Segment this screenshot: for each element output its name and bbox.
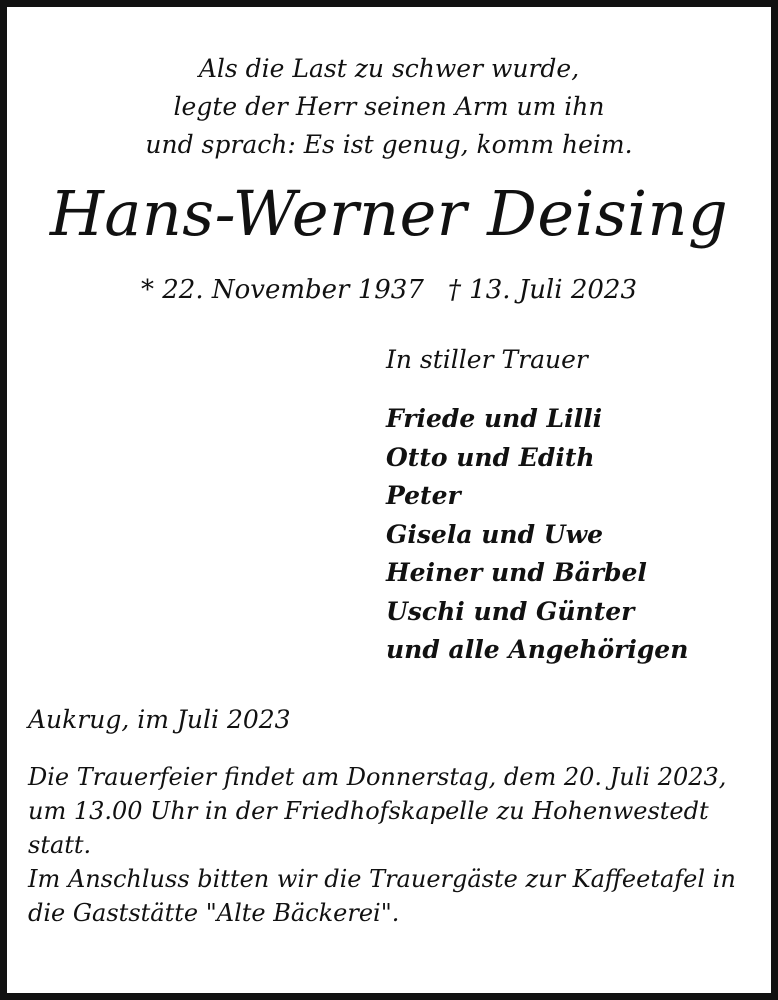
mourner-entry: Gisela und Uwe — [386, 519, 603, 549]
service-paragraph: Die Trauerfeier findet am Donnerstag, dem 20. Juli 2023, um 13.00 Uhr in der Friedhofskapelle zu Hohenwestedt statt. — [28, 763, 727, 859]
verse-line: und sprach: Es ist genug, komm heim. — [145, 130, 633, 159]
mourner-entry: Otto und Edith — [386, 442, 595, 472]
mourner-entry: Friede und Lilli — [386, 404, 603, 433]
reception-paragraph: Im Anschluss bitten wir die Trauergäste zur Kaffeetafel in die Gaststätte "Alte Bäckerei". — [28, 865, 736, 927]
mourner-entry: Peter — [386, 481, 461, 510]
mourner-entry: und alle Angehörigen — [386, 635, 689, 664]
verse-line: Als die Last zu schwer wurde, — [198, 54, 580, 83]
place-and-date: Aukrug, im Juli 2023 — [28, 705, 291, 734]
verse-quote — [0, 50, 778, 164]
life-dates — [0, 272, 778, 308]
verse-line: legte der Herr seinen Arm um ihn — [173, 92, 605, 121]
funeral-service-info — [28, 760, 758, 930]
mourner-entry: Heiner und Bärbel — [386, 558, 647, 587]
deceased-name: Hans-Werner Deising — [49, 177, 729, 250]
death-date: † 13. Juli 2023 — [447, 275, 637, 305]
birth-date: * 22. November 1937 — [140, 275, 424, 305]
mourner-entry: Uschi und Günter — [386, 596, 635, 626]
mourning-heading: In stiller Trauer — [386, 345, 588, 374]
mourners-list — [386, 400, 688, 670]
